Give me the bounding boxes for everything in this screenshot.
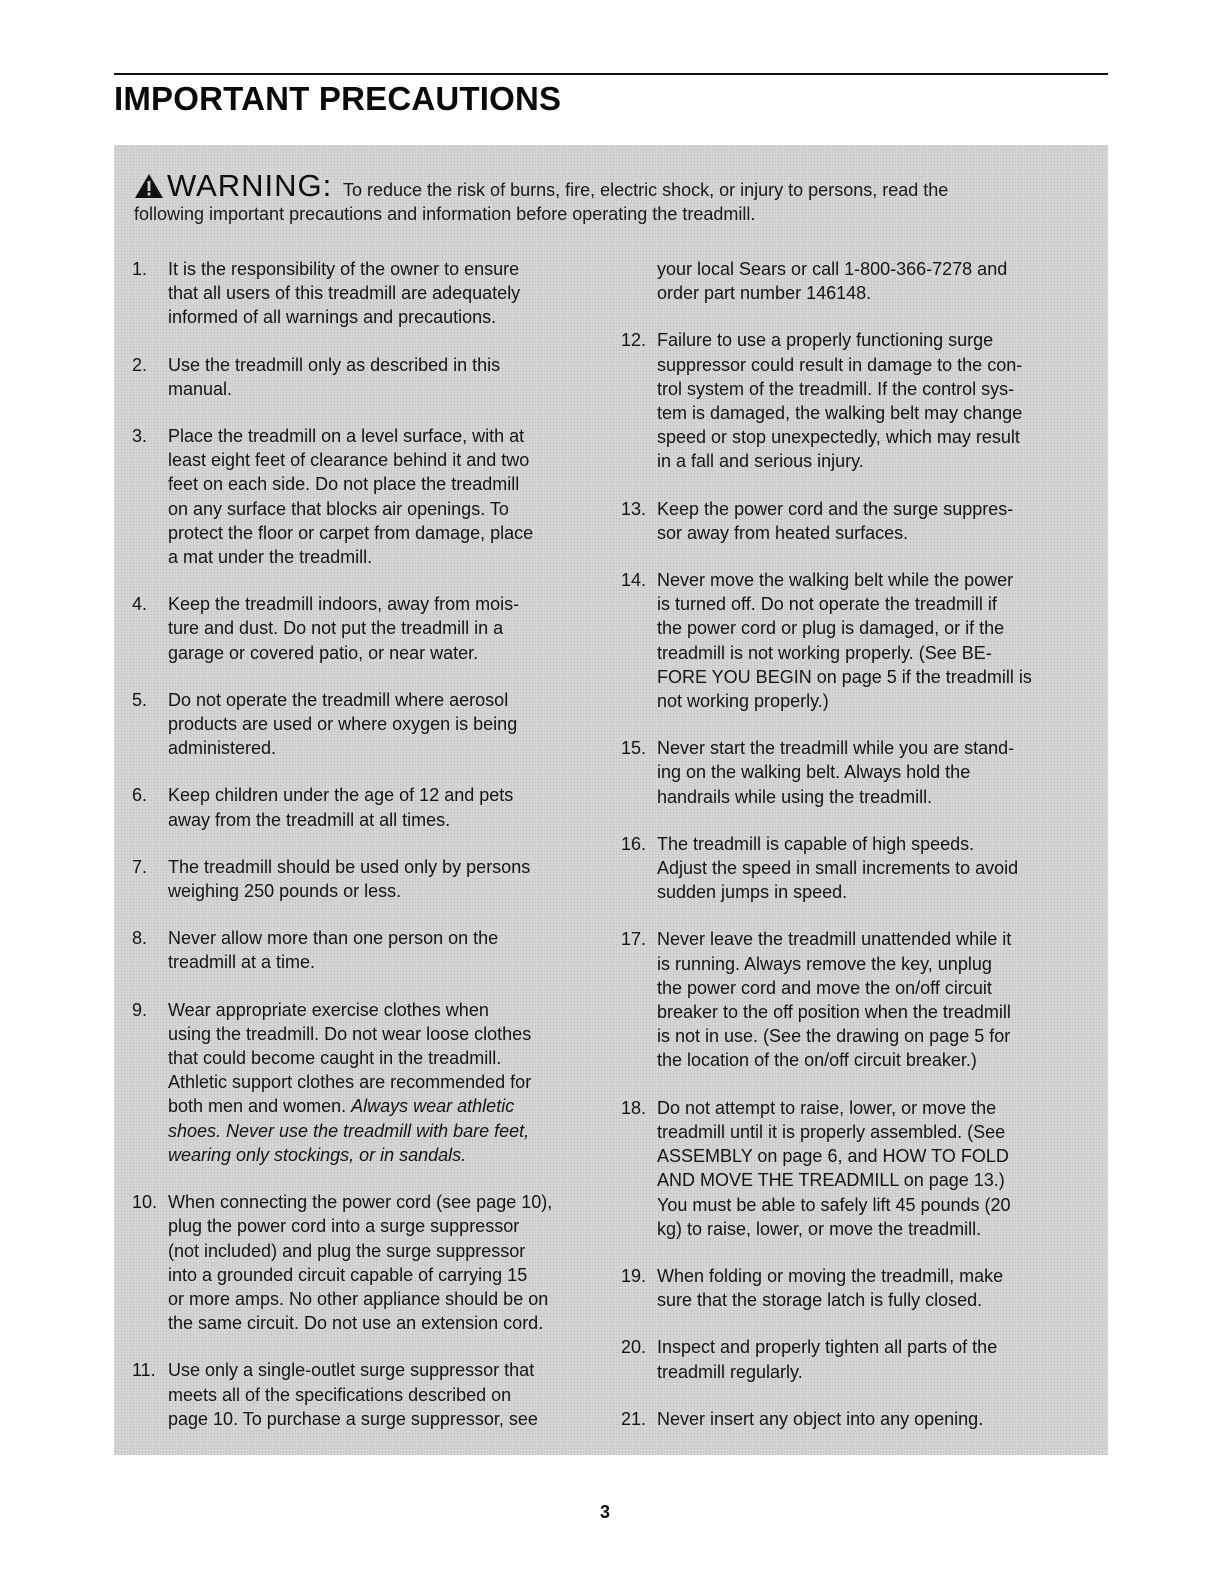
warning-triangle-icon: [134, 173, 164, 199]
precaution-item-8: [132, 926, 602, 974]
item-line: manual.: [168, 378, 233, 399]
left-column: [132, 257, 602, 1454]
item-line: that all users of this treadmill are adequately: [168, 283, 521, 304]
item-line: the location of the on/off circuit breaker.): [657, 1050, 977, 1071]
item-number: 20.: [621, 1337, 647, 1358]
item-line: informed of all warnings and precautions.: [168, 307, 497, 328]
item-line: trol system of the treadmill. If the control sys-: [657, 378, 1015, 399]
item-line: treadmill at a time.: [168, 952, 316, 973]
item-number: 10.: [132, 1192, 158, 1213]
item-line: When connecting the power cord (see page 10),: [168, 1192, 553, 1213]
item-line: in a fall and serious injury.: [657, 451, 864, 472]
item-number: 13.: [621, 498, 647, 519]
item-number: 4.: [132, 594, 148, 615]
item-line: products are used or where oxygen is being: [168, 714, 518, 735]
precaution-item-5: [132, 688, 602, 761]
item-number: 3.: [132, 426, 148, 447]
item-number: 2.: [132, 354, 148, 375]
item-line: Failure to use a properly functioning surge: [657, 330, 994, 351]
item-line: The treadmill should be used only by persons: [168, 856, 531, 877]
item-line-italic: shoes. Never use the treadmill with bare feet,: [168, 1120, 530, 1141]
precaution-item-7: [132, 855, 602, 903]
item-line: away from the treadmill at all times.: [168, 809, 451, 830]
right-column: [621, 257, 1091, 1454]
item-number: 8.: [132, 928, 148, 949]
item-line: is not in use. (See the drawing on page 5 for: [657, 1026, 1011, 1047]
item-line: Place the treadmill on a level surface, with at: [168, 426, 525, 447]
item-line: meets all of the specifications described on: [168, 1384, 512, 1405]
warning-lead-text: To reduce the risk of burns, fire, electric shock, or injury to persons, read the: [342, 180, 949, 200]
item-line: or more amps. No other appliance should be on: [168, 1288, 549, 1309]
precaution-item-2: [132, 353, 602, 401]
item-line: AND MOVE THE TREADMILL on page 13.): [657, 1170, 1005, 1191]
item-line: kg) to raise, lower, or move the treadmill.: [657, 1218, 982, 1239]
precaution-item-19: [621, 1264, 1091, 1312]
item-line: Use only a single-outlet surge suppressor that: [168, 1360, 535, 1381]
item-line: Do not attempt to raise, lower, or move the: [657, 1097, 997, 1118]
precaution-item-14: [621, 568, 1091, 713]
item-line: into a grounded circuit capable of carrying 15: [168, 1264, 528, 1285]
item-line: page 10. To purchase a surge suppressor, see: [168, 1408, 538, 1429]
item-number: 11.: [132, 1360, 156, 1381]
precaution-item-11-continued: [621, 257, 1091, 305]
item-line: sor away from heated surfaces.: [657, 522, 909, 543]
item-line: breaker to the off position when the treadmill: [657, 1002, 1011, 1023]
precaution-item-20: [621, 1335, 1091, 1383]
item-line: Use the treadmill only as described in this: [168, 354, 501, 375]
item-number: 15.: [621, 738, 647, 759]
item-line: the power cord or plug is damaged, or if the: [657, 618, 1005, 639]
item-line: suppressor could result in damage to the con-: [657, 354, 1023, 375]
precaution-item-10: [132, 1190, 602, 1335]
precaution-item-3: [132, 424, 602, 569]
item-number: 12.: [621, 330, 647, 351]
precaution-item-12: [621, 328, 1091, 473]
warning-heading: WARNING:: [167, 168, 333, 203]
item-line: Keep the treadmill indoors, away from mois-: [168, 594, 520, 615]
item-line: is turned off. Do not operate the treadmill if: [657, 594, 997, 615]
item-line: ture and dust. Do not put the treadmill in a: [168, 618, 504, 639]
item-line: Never insert any object into any opening.: [657, 1408, 984, 1429]
item-line: the power cord and move the on/off circuit: [657, 977, 992, 998]
item-line: treadmill regularly.: [657, 1361, 803, 1382]
warning-continuation-text: following important precautions and information before operating the treadmill.: [134, 204, 756, 224]
item-line: least eight feet of clearance behind it and two: [168, 450, 530, 471]
warning-block: [134, 170, 1094, 225]
item-line: Adjust the speed in small increments to avoid: [657, 858, 1019, 879]
item-line: feet on each side. Do not place the treadmill: [168, 474, 520, 495]
item-line: You must be able to safely lift 45 pounds (20: [657, 1194, 1011, 1215]
item-line: speed or stop unexpectedly, which may result: [657, 427, 1020, 448]
item-line: Keep children under the age of 12 and pets: [168, 785, 514, 806]
item-line: using the treadmill. Do not wear loose clothes: [168, 1023, 532, 1044]
item-line: When folding or moving the treadmill, make: [657, 1265, 1004, 1286]
item-number: 16.: [621, 833, 647, 854]
item-line: not working properly.): [657, 691, 829, 712]
precaution-item-1: [132, 257, 602, 330]
item-line: Never move the walking belt while the power: [657, 570, 1014, 591]
item-number: 7.: [132, 856, 148, 877]
item-line: Wear appropriate exercise clothes when: [168, 999, 489, 1020]
item-line: It is the responsibility of the owner to ensure: [168, 259, 520, 279]
item-line: handrails while using the treadmill.: [657, 786, 933, 807]
item-line: Never allow more than one person on the: [168, 928, 499, 949]
item-line: order part number 146148.: [657, 283, 872, 304]
item-line: garage or covered patio, or near water.: [168, 642, 479, 663]
item-line: sure that the storage latch is fully closed.: [657, 1290, 983, 1311]
item-line: treadmill is not working properly. (See BE-: [657, 642, 992, 663]
precaution-item-6: [132, 783, 602, 831]
item-line: a mat under the treadmill.: [168, 547, 373, 568]
item-number: 18.: [621, 1097, 647, 1118]
page-title: IMPORTANT PRECAUTIONS: [114, 80, 562, 117]
warning-heading-group: [134, 168, 338, 203]
item-line: that could become caught in the treadmill.: [168, 1048, 502, 1069]
top-rule: [114, 73, 1108, 75]
item-line: on any surface that blocks air openings. To: [168, 498, 509, 519]
item-number: 21.: [621, 1408, 647, 1429]
item-text-plain: both men and women.: [168, 1096, 352, 1117]
precaution-item-17: [621, 927, 1091, 1072]
precaution-item-21: [621, 1407, 1091, 1431]
precaution-item-9: [132, 998, 602, 1167]
item-number: 17.: [621, 929, 647, 950]
item-number: 9.: [132, 999, 148, 1020]
item-line: administered.: [168, 738, 277, 759]
item-line: sudden jumps in speed.: [657, 882, 848, 903]
item-line: Keep the power cord and the surge suppres-: [657, 498, 1014, 519]
precaution-item-13: [621, 497, 1091, 545]
item-number: 14.: [621, 570, 647, 591]
item-number: 5.: [132, 689, 148, 710]
item-line: Inspect and properly tighten all parts of the: [657, 1337, 998, 1358]
item-line: FORE YOU BEGIN on page 5 if the treadmill is: [657, 666, 1032, 687]
item-number: 6.: [132, 785, 148, 806]
precaution-item-4: [132, 592, 602, 665]
item-line: Athletic support clothes are recommended for: [168, 1072, 532, 1093]
item-line-mixed: [168, 1094, 602, 1118]
precaution-item-15: [621, 736, 1091, 809]
item-line: is running. Always remove the key, unplug: [657, 953, 992, 974]
item-line: the same circuit. Do not use an extension cord.: [168, 1313, 544, 1334]
item-line: (not included) and plug the surge suppressor: [168, 1240, 526, 1261]
item-line: Do not operate the treadmill where aerosol: [168, 689, 509, 710]
item-line: protect the floor or carpet from damage, place: [168, 522, 534, 543]
item-number: 19.: [621, 1265, 647, 1286]
precaution-item-11: [132, 1358, 602, 1431]
item-line: Never leave the treadmill unattended while it: [657, 929, 1012, 950]
page-number: 3: [599, 1502, 610, 1522]
item-line: ASSEMBLY on page 6, and HOW TO FOLD: [657, 1146, 1009, 1167]
item-line-italic: wearing only stockings, or in sandals.: [168, 1144, 467, 1165]
precaution-item-18: [621, 1096, 1091, 1241]
item-line: weighing 250 pounds or less.: [168, 881, 402, 902]
item-text-italic: Always wear athletic: [351, 1096, 515, 1117]
item-number: 1.: [132, 259, 148, 279]
item-line: tem is damaged, the walking belt may change: [657, 403, 1023, 424]
item-line: plug the power cord into a surge suppressor: [168, 1216, 520, 1237]
item-line: The treadmill is capable of high speeds.: [657, 833, 975, 854]
item-line: ing on the walking belt. Always hold the: [657, 762, 971, 783]
precaution-item-16: [621, 832, 1091, 905]
item-line: Never start the treadmill while you are stand-: [657, 738, 1015, 759]
item-line: your local Sears or call 1-800-366-7278 and: [657, 259, 1008, 279]
item-line: treadmill until it is properly assembled. (See: [657, 1121, 1006, 1142]
